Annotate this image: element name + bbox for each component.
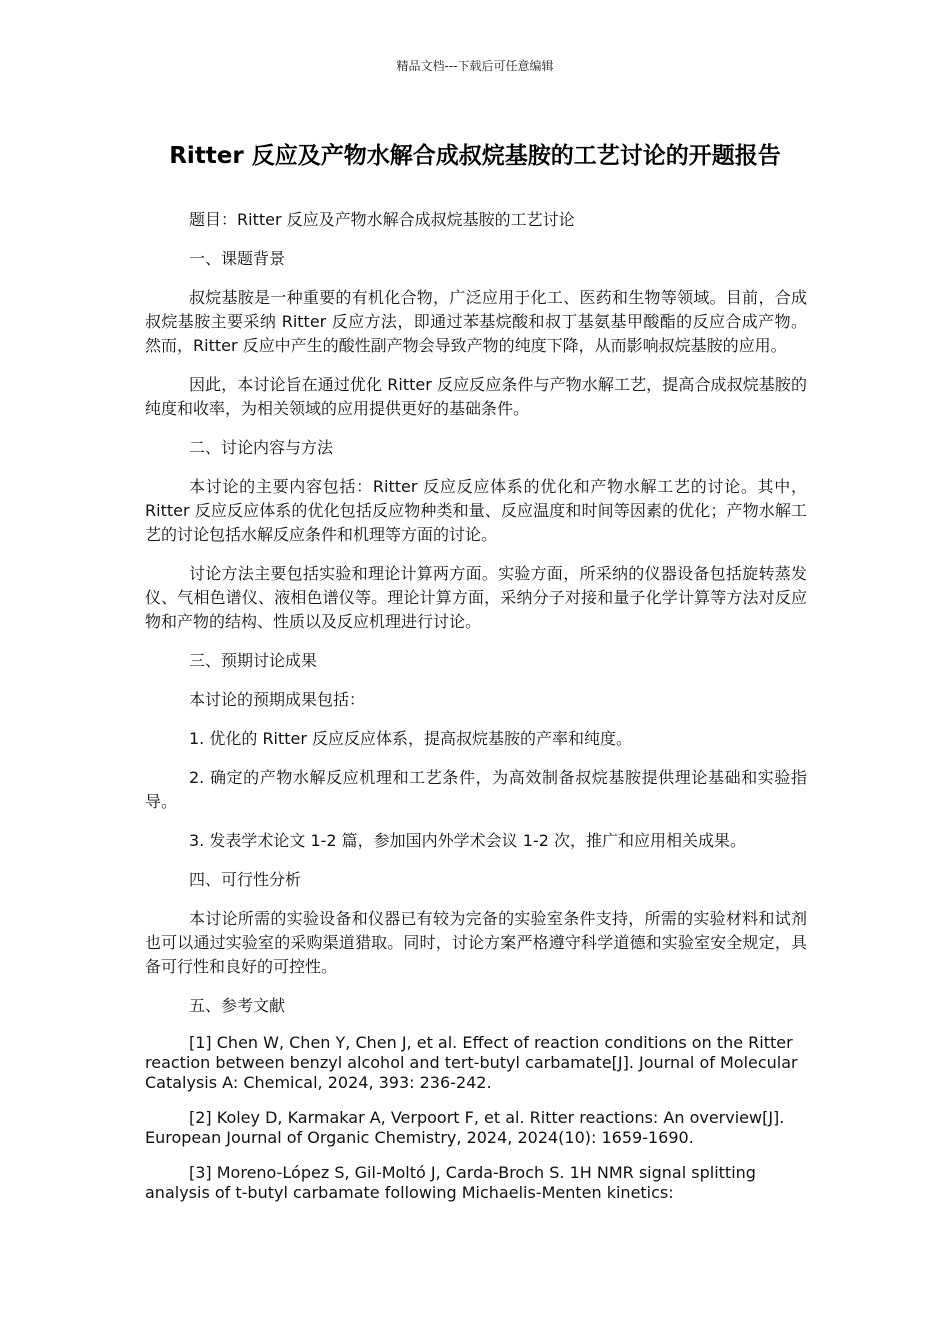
section-heading-references: 五、参考文献 xyxy=(189,996,286,1015)
page-header-note: 精品文档---下载后可任意编辑 xyxy=(396,59,554,73)
reference-item: [2] Koley D, Karmakar A, Verpoort F, et al. Ritter reactions: An overview[J]. European Journal of Organic Chemistry, 2024, 2024(10): 1659-1690. xyxy=(145,1108,785,1147)
topic-line: 题目：Ritter 反应及产物水解合成叔烷基胺的工艺讨论 xyxy=(189,210,575,229)
document-body xyxy=(145,208,807,1218)
expected-result-item: 1. 优化的 Ritter 反应反应体系，提高叔烷基胺的产率和纯度。 xyxy=(189,729,633,748)
reference-item: [1] Chen W, Chen Y, Chen J, et al. Effect of reaction conditions on the Ritter reaction between benzyl alcohol and tert-butyl carbamate[J]. Journal of Molecular Catalysis A: Chemical, 2024, 393: 236-242. xyxy=(145,1033,798,1092)
expected-result-item: 3. 发表学术论文 1-2 篇，参加国内外学术会议 1-2 次，推广和应用相关成果。 xyxy=(189,831,746,850)
content-paragraph: 本讨论的主要内容包括：Ritter 反应反应体系的优化和产物水解工艺的讨论。其中，Ritter 反应反应体系的优化包括反应物种类和量、反应温度和时间等因素的优化；产物水解工艺的讨论包括水解反应条件和机理等方面的讨论。 xyxy=(145,477,807,544)
section-heading-background: 一、课题背景 xyxy=(189,249,286,268)
feasibility-paragraph: 本讨论所需的实验设备和仪器已有较为完备的实验室条件支持，所需的实验材料和试剂也可以通过实验室的采购渠道猎取。同时，讨论方案严格遵守科学道德和实验室安全规定，具备可行性和良好的可控性。 xyxy=(145,909,807,976)
expected-results-intro: 本讨论的预期成果包括： xyxy=(189,690,366,709)
section-heading-expected-results: 三、预期讨论成果 xyxy=(189,651,318,670)
section-heading-feasibility: 四、可行性分析 xyxy=(189,870,302,889)
document-title: Ritter 反应及产物水解合成叔烷基胺的工艺讨论的开题报告 xyxy=(169,143,781,169)
background-paragraph: 叔烷基胺是一种重要的有机化合物，广泛应用于化工、医药和生物等领域。目前，合成叔烷基胺主要采纳 Ritter 反应方法，即通过苯基烷酸和叔丁基氨基甲酸酯的反应合成产物。然而，Ritter 反应中产生的酸性副产物会导致产物的纯度下降，从而影响叔烷基胺的应用。 xyxy=(145,288,807,355)
section-heading-content-methods: 二、讨论内容与方法 xyxy=(189,438,334,457)
methods-paragraph: 讨论方法主要包括实验和理论计算两方面。实验方面，所采纳的仪器设备包括旋转蒸发仪、气相色谱仪、液相色谱仪等。理论计算方面，采纳分子对接和量子化学计算等方法对反应物和产物的结构、性质以及反应机理进行讨论。 xyxy=(145,564,807,631)
expected-result-item: 2. 确定的产物水解反应机理和工艺条件，为高效制备叔烷基胺提供理论基础和实验指导。 xyxy=(145,768,807,811)
purpose-paragraph: 因此，本讨论旨在通过优化 Ritter 反应反应条件与产物水解工艺，提高合成叔烷基胺的纯度和收率，为相关领域的应用提供更好的基础条件。 xyxy=(145,375,807,418)
reference-item: [3] Moreno-López S, Gil-Moltó J, Carda-Broch S. 1H NMR signal splitting analysis of t-butyl carbamate following Michaelis-Menten kinetics: xyxy=(145,1163,756,1202)
